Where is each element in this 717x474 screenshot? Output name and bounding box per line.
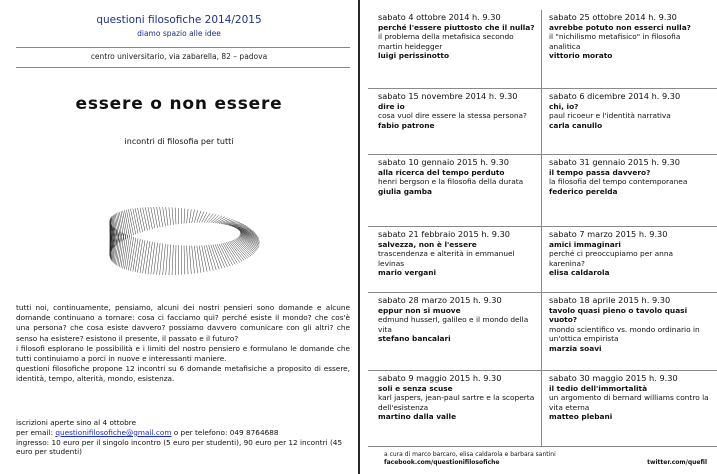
ribbon-lines: [110, 207, 260, 275]
mobius-strip-illustration: [90, 180, 270, 295]
event-date: sabato 10 gennaio 2015 h. 9.30: [378, 157, 509, 167]
row-separator: [368, 292, 717, 293]
event-speaker: luigi perissinotto: [378, 51, 450, 61]
event-title: alla ricerca del tempo perduto: [378, 167, 505, 177]
event-description: perché ci preoccupiamo per anna karenina?: [549, 249, 674, 268]
event-date: sabato 6 dicembre 2014 h. 9.30: [549, 91, 681, 101]
contact-line: [16, 428, 350, 438]
series-title: questioni filosofiche 2014/2015: [96, 14, 262, 26]
left-page: [0, 0, 358, 474]
row-separator: [368, 88, 717, 89]
event-speaker: elisa caldarola: [549, 268, 610, 278]
event-speaker: federico perelda: [549, 186, 618, 196]
event-card: [549, 230, 709, 278]
divider-rule: [16, 67, 350, 68]
event-title: salvezza, non è l'essere: [378, 239, 477, 249]
event-card: [549, 374, 709, 422]
row-separator: [368, 154, 717, 155]
phone-text: o per telefono: 049 8764688: [171, 427, 279, 437]
event-description: mondo scientifico vs. mondo ordinario in un'ottica empirista: [549, 324, 700, 344]
event-description: la filosofia del tempo contemporanea: [549, 177, 688, 187]
event-speaker: stefano bancalari: [378, 334, 451, 344]
enrollment-deadline: iscrizioni aperte sino al 4 ottobre: [16, 418, 137, 427]
event-title: il tempo passa davvero?: [549, 167, 651, 177]
column-separator: [541, 10, 542, 446]
main-title: essere o non essere: [75, 94, 283, 114]
email-label: per email:: [16, 427, 56, 437]
event-card: [549, 13, 709, 61]
event-date: sabato 28 marzo 2015 h. 9.30: [378, 295, 502, 305]
event-date: sabato 4 ottobre 2014 h. 9.30: [378, 12, 501, 22]
event-speaker: giulia gamba: [378, 186, 432, 196]
event-title: eppur non si muove: [378, 305, 461, 315]
event-title: avrebbe potuto non esserci nulla?: [549, 22, 691, 32]
event-date: sabato 25 ottobre 2014 h. 9.30: [549, 12, 677, 22]
event-title: tavolo quasi pieno o tavolo quasi vuoto?: [549, 305, 688, 325]
event-description: trascendenza e alterità in emmanuel levinas: [378, 249, 515, 268]
event-card: [378, 158, 538, 196]
event-title: soli e senza scuse: [378, 383, 453, 393]
event-card: [549, 158, 709, 196]
event-description: paul ricoeur e l'identità narrativa: [549, 111, 671, 121]
event-title: chi, io?: [549, 101, 579, 111]
event-speaker: mario vergani: [378, 268, 437, 278]
event-date: sabato 7 marzo 2015 h. 9.30: [549, 229, 668, 239]
event-date: sabato 9 maggio 2015 h. 9.30: [378, 373, 502, 383]
event-card: [378, 92, 538, 130]
event-speaker: marzia soavi: [549, 343, 602, 353]
email-link[interactable]: questionifilosofiche@gmail.com: [55, 427, 172, 437]
event-date: sabato 18 aprile 2015 h. 9.30: [549, 295, 671, 305]
event-title: perché l'essere piuttosto che il nulla?: [378, 22, 535, 32]
event-title: dire io: [378, 101, 405, 111]
event-description: un argomento di bernard williams contro la vita eterna: [549, 393, 709, 412]
event-card: [378, 374, 538, 422]
event-speaker: carla canullo: [549, 120, 603, 130]
event-card: [378, 296, 538, 344]
enrollment-info: [16, 418, 350, 457]
page-divider: [358, 0, 360, 474]
event-card: [549, 92, 709, 130]
footer-credits: [384, 451, 556, 467]
schedule-page: [368, 0, 717, 474]
event-card: [378, 230, 538, 278]
row-separator: [368, 446, 717, 447]
event-date: sabato 31 gennaio 2015 h. 9.30: [549, 157, 680, 167]
event-speaker: fabio patrone: [378, 120, 435, 130]
event-card: [378, 13, 538, 61]
venue-address: centro universitario, via zabarella, 82 – padova: [90, 52, 268, 61]
series-tagline: diamo spazio alle idee: [137, 29, 221, 38]
event-date: sabato 15 novembre 2014 h. 9.30: [378, 91, 518, 101]
fees-text: ingresso: 10 euro per il singolo incontro (5 euro per studenti), 90 euro per 12 incontri (45 euro per studenti): [16, 437, 343, 457]
credits-text: a cura di marco barcaro, elisa caldarola e barbara santini: [384, 451, 556, 458]
divider-rule: [16, 47, 350, 48]
main-subtitle: incontri di filosofia per tutti: [124, 137, 234, 146]
event-description: il problema della metafisica secondo martin heidegger: [378, 32, 514, 51]
event-description: cosa vuol dire essere la stessa persona?: [378, 111, 527, 121]
twitter-link[interactable]: twitter.com/quefil: [647, 459, 707, 466]
event-speaker: vittorio morato: [549, 51, 613, 61]
intro-paragraph: questioni filosofiche propone 12 incontri su 6 domande metafisiche a proposito di essere, identità, tempo, alterità, mondo, esistenza.: [16, 364, 350, 384]
event-title: amici immaginari: [549, 239, 621, 249]
intro-paragraph: tutti noi, continuamente, pensiamo, alcuni dei nostri pensieri sono domande e alcune domande continuano a tornare: cosa ci facciamo qui? perché esiste il mondo? che cos'è una persona? che cosa esiste davvero? possiamo davvero comunicare con gli altri? che senso ha esistere? esistono il presente, il passato e il futuro?: [16, 303, 350, 343]
event-title: il tedio dell'immortalità: [549, 383, 648, 393]
event-description: karl jaspers, jean-paul sartre e la scoperta dell'esistenza: [378, 393, 535, 412]
row-separator: [368, 226, 717, 227]
row-separator: [368, 370, 717, 371]
event-date: sabato 21 febbraio 2015 h. 9.30: [378, 229, 510, 239]
facebook-link[interactable]: facebook.com/questionifilosofiche: [384, 459, 500, 466]
event-description: henri bergson e la filosofia della durata: [378, 177, 524, 187]
event-description: edmund husserl, galileo e il mondo della vita: [378, 315, 529, 334]
event-description: il "nichilismo metafisico" in filosofia analitica: [549, 32, 681, 51]
event-speaker: matteo plebani: [549, 412, 613, 422]
event-date: sabato 30 maggio 2015 h. 9.30: [549, 373, 678, 383]
intro-paragraph: i filosofi esplorano le possibilità e i limiti del nostro pensiero e formulano le domande che tutti continuiamo a porci in nuove e interessanti maniere.: [16, 343, 350, 364]
intro-text: [16, 303, 350, 385]
event-card: [549, 296, 709, 354]
event-speaker: martino dalla valle: [378, 412, 457, 422]
